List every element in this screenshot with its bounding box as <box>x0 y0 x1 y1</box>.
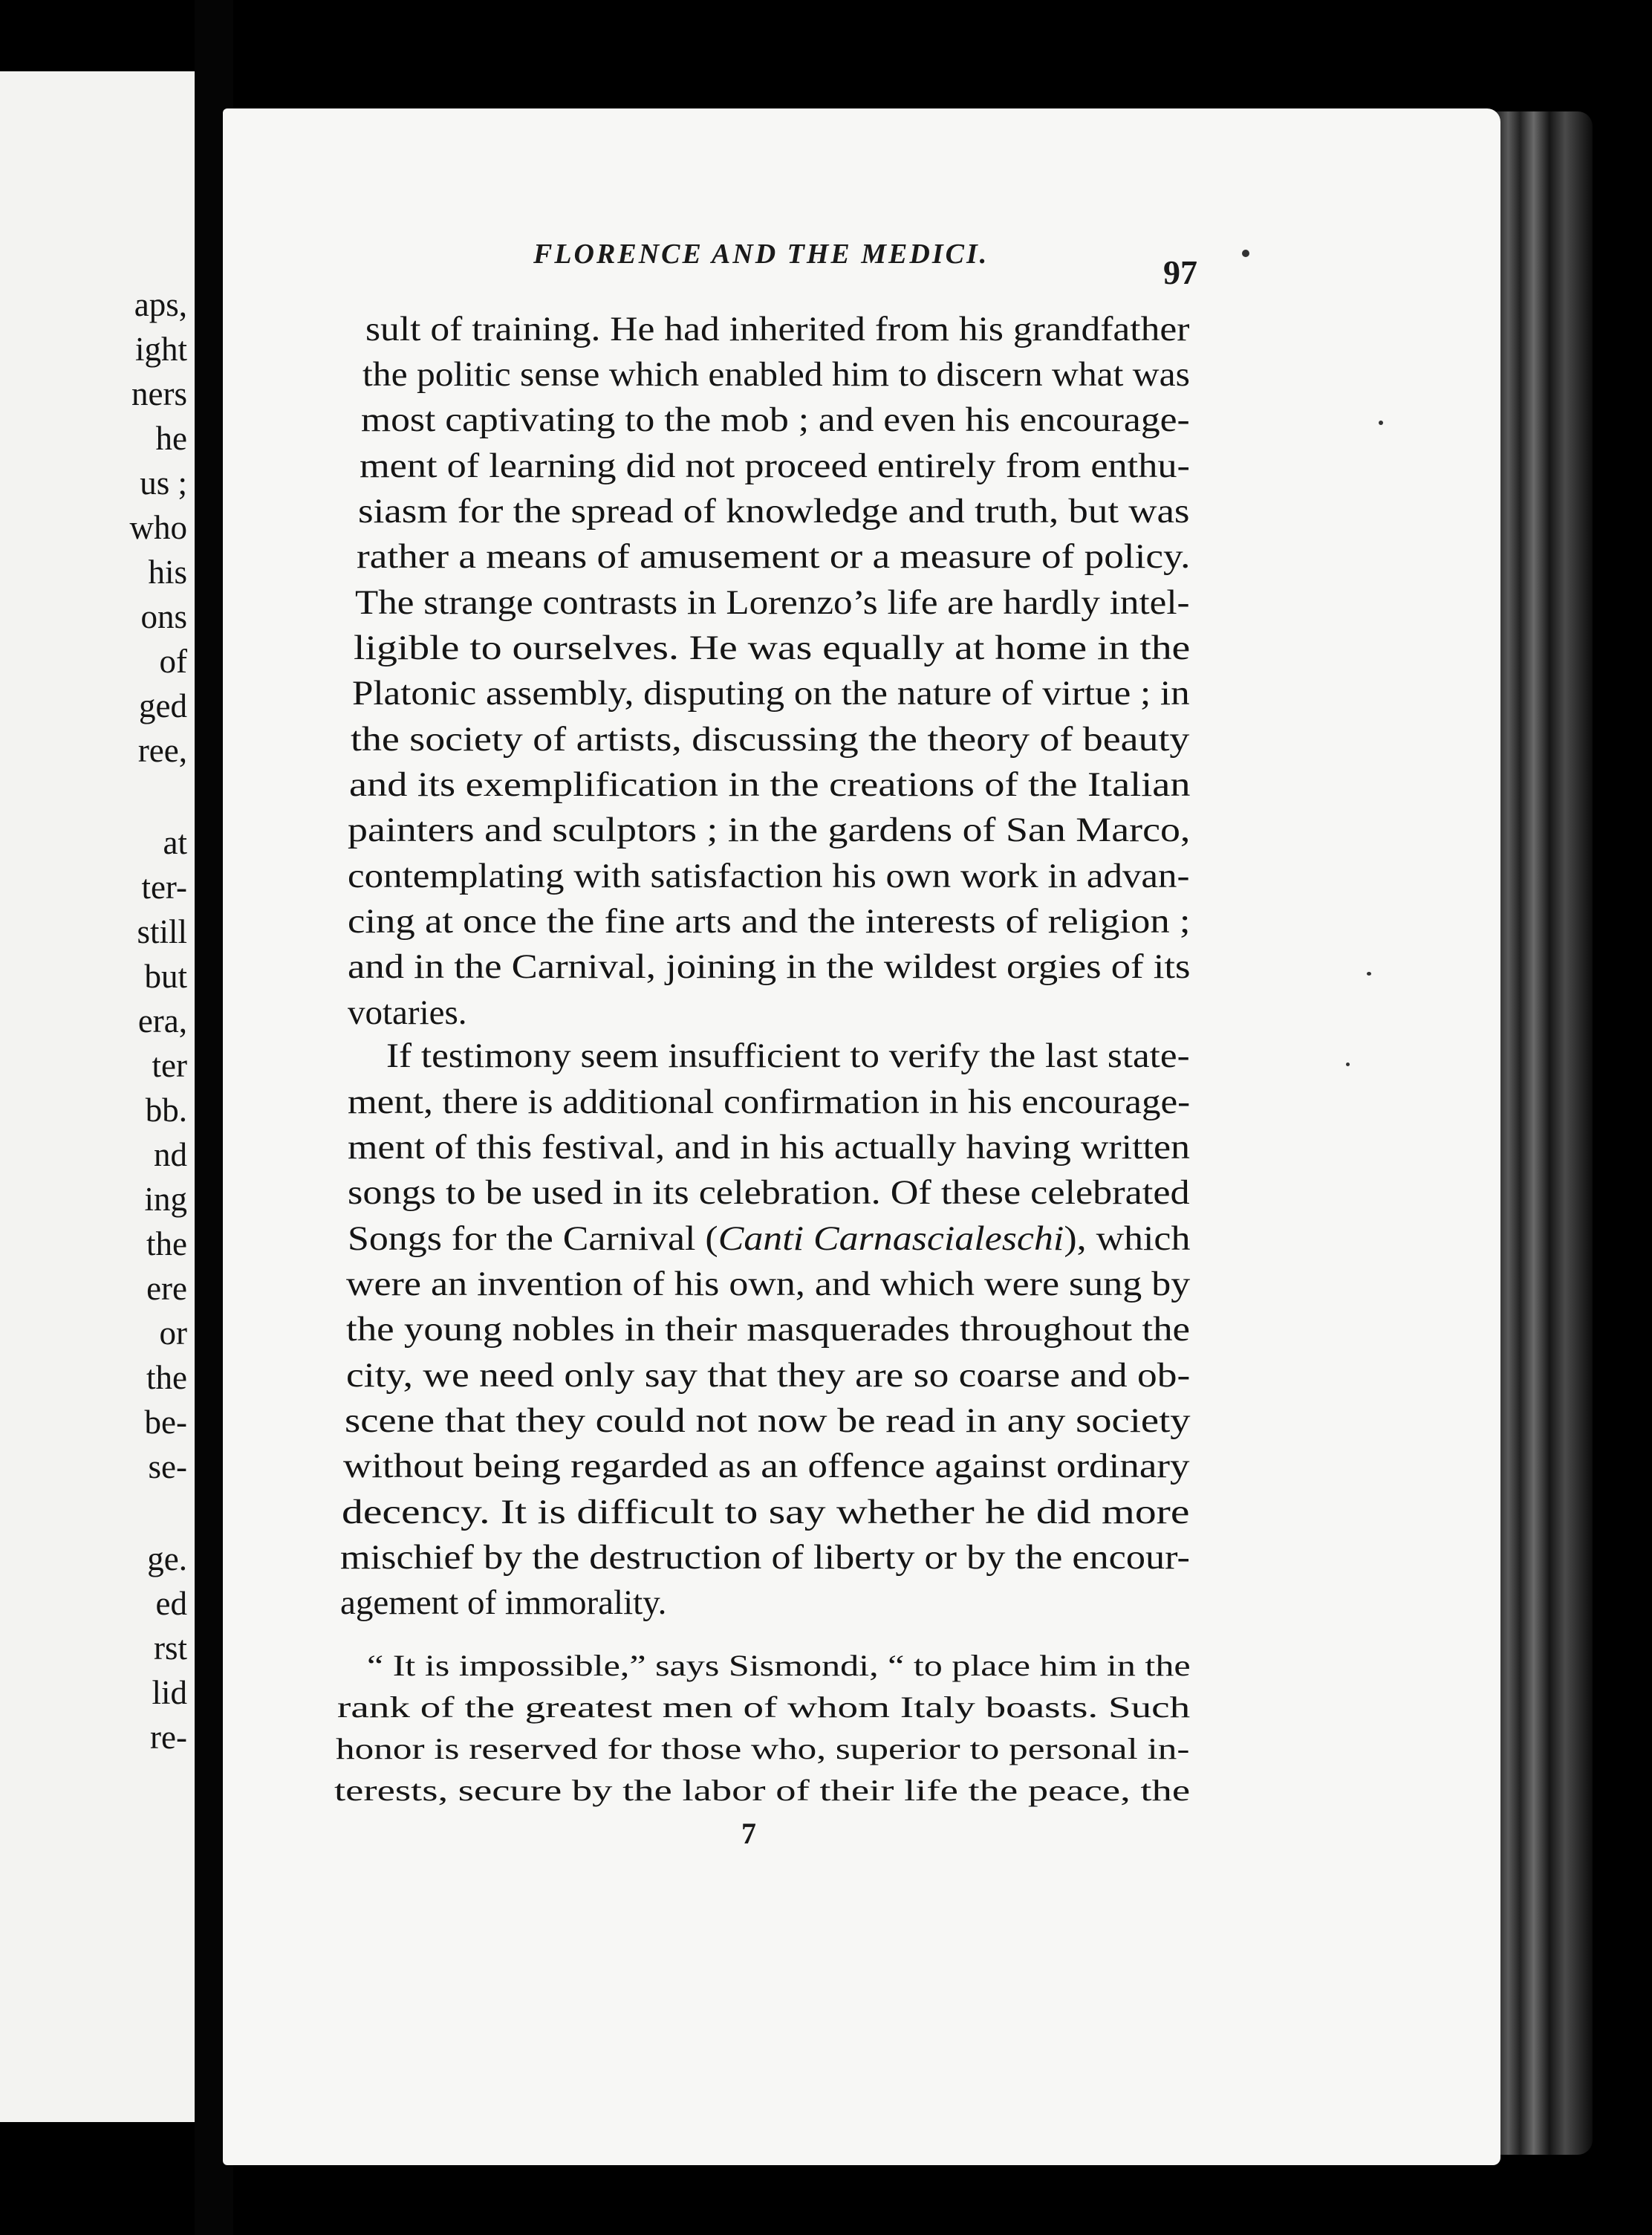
body-line: The strange contrasts in Lorenzo’s life are hardly intel- <box>355 583 1190 622</box>
body-line-carnival-tail: ), which <box>1064 1219 1191 1258</box>
body-line: contemplating with satisfaction his own work in advan- <box>348 857 1190 895</box>
body-line: were an invention of his own, and which were sung by <box>346 1265 1191 1303</box>
body-line: siasm for the spread of knowledge and truth, but was <box>358 492 1190 531</box>
left-page-fragment: se- <box>148 1448 187 1485</box>
left-page-fragment: lid <box>152 1674 187 1711</box>
left-page-fragment: of <box>159 643 187 680</box>
scan-speck <box>1379 421 1383 425</box>
running-title: FLORENCE AND THE MEDICI. <box>533 239 989 270</box>
body-line: decency. It is difficult to say whether he did more <box>342 1493 1190 1531</box>
signature-mark: 7 <box>741 1817 756 1850</box>
left-page-fragment: ree, <box>137 732 187 769</box>
body-line: the politic sense which enabled him to discern what was <box>362 355 1190 394</box>
body-line: city, we need only say that they are so coarse and ob- <box>346 1356 1191 1395</box>
body-line: rather a means of amusement or a measure of policy. <box>357 537 1191 576</box>
left-page-fragment: the <box>146 1359 187 1396</box>
body-line: sult of training. He had inherited from his grandfather <box>365 310 1190 348</box>
left-page-fragment: or <box>159 1314 187 1352</box>
left-page-fragment: ere <box>146 1270 187 1307</box>
left-page-fragment: rst <box>154 1629 187 1667</box>
left-facing-page <box>0 71 195 2122</box>
left-page-fragment: still <box>137 913 187 950</box>
left-page-fragment: ight <box>134 331 187 368</box>
page-fore-edge <box>1495 111 1593 2155</box>
body-line: painters and sculptors ; in the gardens of San Marco, <box>348 811 1191 849</box>
body-line: Platonic assembly, disputing on the nature of virtue ; in <box>352 674 1190 713</box>
left-page-fragment: nd <box>154 1136 187 1173</box>
left-page-fragment: us ; <box>140 464 187 502</box>
page-number: 97 <box>1163 253 1197 291</box>
left-page-fragment: be- <box>144 1404 187 1441</box>
body-line: agement of immorality. <box>340 1583 667 1622</box>
footnote-line: “ It is impossible,” says Sismondi, “ to place him in the <box>367 1649 1191 1682</box>
left-page-fragment: ged <box>139 687 187 724</box>
scan-speck <box>1242 250 1249 257</box>
body-line: cing at once the fine arts and the interests of religion ; <box>348 902 1191 941</box>
left-page-fragment: his <box>148 554 187 591</box>
body-line: scene that they could not now be read in any society <box>345 1401 1191 1440</box>
left-page-fragment: era, <box>137 1002 187 1039</box>
footnote-line: terests, secure by the labor of their life the peace, the <box>334 1774 1191 1807</box>
left-page-fragment: ed <box>155 1585 187 1622</box>
body-line: If testimony seem insufficient to verify the last state- <box>386 1037 1190 1075</box>
body-line: ment of learning did not proceed entirely from enthu- <box>360 447 1190 485</box>
left-page-fragment: ners <box>131 375 187 412</box>
body-line: and its exemplification in the creations of the Italian <box>349 765 1191 804</box>
body-line: most captivating to the mob ; and even his encourage- <box>361 400 1190 439</box>
body-line-carnival-start: Songs for the Carnival ( <box>348 1219 718 1258</box>
left-page-fragment: bb. <box>145 1091 187 1129</box>
footnote-line: rank of the greatest men of whom Italy boasts. Such <box>337 1690 1191 1724</box>
body-line: mischief by the destruction of liberty or by the encour- <box>340 1538 1190 1577</box>
scan-speck <box>1367 972 1371 976</box>
left-page-fragment: but <box>144 958 187 995</box>
left-page-fragment: he <box>155 420 187 457</box>
left-page-fragment: at <box>163 824 187 861</box>
body-line: and in the Carnival, joining in the wildest orgies of its <box>348 947 1191 986</box>
body-line-carnival <box>348 1219 1191 1258</box>
body-line: the young nobles in their masquerades throughout the <box>346 1310 1191 1349</box>
body-line: the society of artists, discussing the theory of beauty <box>351 720 1190 759</box>
left-page-fragment: ge. <box>147 1540 187 1577</box>
left-page-fragment: the <box>146 1225 187 1262</box>
footnote-line: honor is reserved for those who, superior to personal in- <box>336 1732 1190 1765</box>
body-line: ment, there is additional confirmation in his encourage- <box>348 1083 1191 1121</box>
left-page-fragment: ing <box>144 1181 187 1218</box>
body-line: ligible to ourselves. He was equally at home in the <box>354 629 1191 667</box>
body-line: votaries. <box>348 993 467 1032</box>
left-page-fragment: ter <box>152 1047 187 1084</box>
left-page-fragment: ter- <box>141 869 187 906</box>
body-line: ment of this festival, and in his actually having written <box>348 1128 1190 1167</box>
left-page-fragment: ons <box>140 598 187 635</box>
left-page-fragment: re- <box>150 1719 187 1756</box>
scan-speck <box>1346 1063 1350 1066</box>
carnival-title-italic: Canti Carnascialeschi <box>718 1219 1064 1258</box>
body-line: without being regarded as an offence against ordinary <box>343 1447 1190 1485</box>
body-line: songs to be used in its celebration. Of these celebrated <box>348 1173 1190 1212</box>
left-page-fragment: who <box>129 509 187 546</box>
left-page-fragment: aps, <box>134 286 187 323</box>
